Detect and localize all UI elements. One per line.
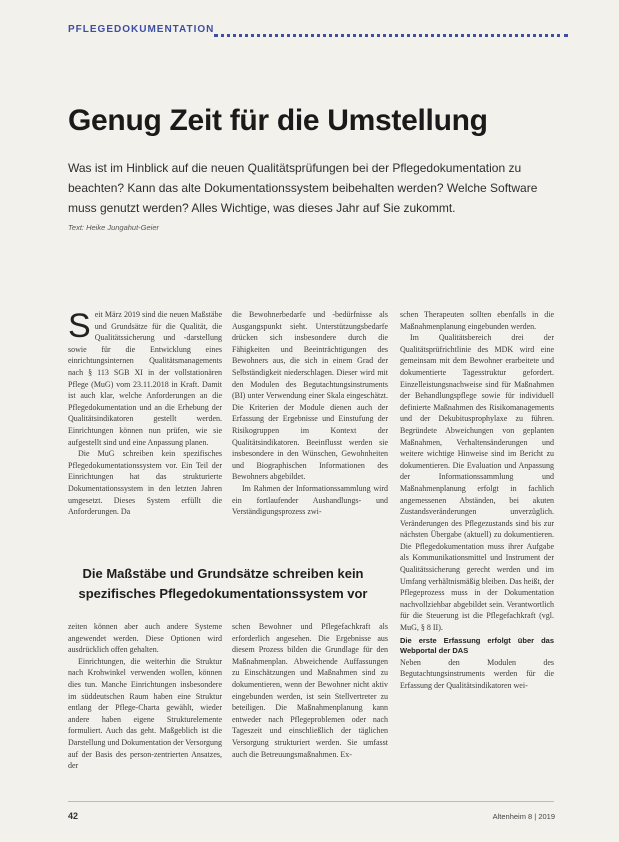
paragraph-text: eit März 2019 sind die neuen Maßstäbe und Grundsätze für die Qualität, die Qualitätssicherung und -darstellung sowie für die Entwicklung eines einrichtungsinternen Qualitätsmanagements nach § 113 SGB XI in der vollstationären Pflege (MuG) vom 23.11.2018 in Kraft. Damit ist auch klar, welche Anforderungen an die Pflegedokumentation und an die Erhebung der Qualitätsindikatoren gestellt werden. Einrichtungen können nun prüfen, wie sie aufgestellt sind und eine Anpassung planen. xyxy=(68,310,222,447)
section-label: PFLEGEDOKUMENTATION xyxy=(68,24,215,35)
paragraph: schen Bewohner und Pflegefachkraft als erforderlich angesehen. Die Ergebnisse aus diesem Prozess bilden die Grundlage für den Maßnahmenplan. Abweichende Auffassungen zu Einschätzungen und Maßnahmen sind zu dokumentieren, wenn der Bewohner nicht aktiv eingebunden werden, ist sein Stellvertreter zu beteiligen. Die Maßnahmenplanung kann entweder nach Pflegeproblemen oder nach Tageszeit und einschließlich der täglichen Versorgung strukturiert werden. Sie umfasst auch die Betreuungsmaßnahmen. Ex- xyxy=(232,622,388,759)
article-author: Text: Heike Jungahut-Geier xyxy=(68,223,160,232)
article-lead: Was ist im Hinblick auf die neuen Qualitätsprüfungen bei der Pflegedokumentation zu beachten? Kann das alte Dokumentationssystem beibehalten werden? Welche Software muss genutzt werden? Alles Wichtige, was dieses Jahr auf Sie zukommt. xyxy=(68,161,538,215)
paragraph: Einrichtungen, die weiterhin die Struktur nach Krohwinkel verwenden wollen, können dies tun. Manche Einrichtungen insbesondere im süddeutschen Raum haben eine Struktur entlang der Pflege-Charta gewählt, wieder andere haben eigene Strukturelemente formuliert. Auch das geht. Maßgeblich ist die Darstellung und Dokumentation der Versorgung auf der Basis des person-zentrierten Ansatzes, der xyxy=(68,656,222,771)
column-3 xyxy=(400,309,554,691)
drop-cap: S xyxy=(68,307,91,345)
page-number: 42 xyxy=(68,811,79,821)
section-header xyxy=(68,24,568,38)
column-2-top xyxy=(232,309,388,518)
footer-rule xyxy=(68,801,554,802)
paragraph: Im Rahmen der Informationssammlung wird ein fortlaufender Aushandlungs- und Verständigungsprozess zwi- xyxy=(232,483,388,517)
paragraph: schen Therapeuten sollten ebenfalls in die Maßnahmenplanung eingebunden werden. xyxy=(400,310,554,331)
column-2-bottom xyxy=(232,621,388,760)
paragraph: die Bewohnerbedarfe und -bedürfnisse als Ausgangspunkt sieht. Unterstützungsbedarfe drücken sich insbesondere durch die Fähigkeiten und Beeinträchtigungen des Bewohners aus, die sich in einem Grad der Selbständigkeit niederschlagen. Dieser wird mit den Modulen des Begutachtungsinstruments (BI) unter Verwendung einer Skala eingeschätzt. Die Kriterien der Module dienen auch der Erfassung der Ergebnisse und Einstufung der Risikogruppen im Kontext der Qualitätsindikatoren. Beeinflusst werden sie insbesondere in den Wünschen, Gewohnheiten und Biographischen Informationen des Bewohners abgebildet. xyxy=(232,310,388,482)
magazine-issue: Altenheim 8 | 2019 xyxy=(492,812,555,821)
article-title: Genug Zeit für die Umstellung xyxy=(68,104,488,137)
column-1-bottom xyxy=(68,621,222,772)
subheading: Die erste Erfassung erfolgt über das Webportal der DAS xyxy=(400,635,554,655)
paragraph: zeiten können aber auch andere Systeme angewendet werden. Diese Optionen wird ausdrücklich offen gehalten. xyxy=(68,622,222,655)
paragraph: Neben den Modulen des Begutachtungsinstruments werden für die Erfassung der Qualitätsindikatoren wei- xyxy=(400,657,554,690)
column-1-top xyxy=(68,309,222,518)
section-dotted-rule xyxy=(214,34,568,37)
paragraph: Die MuG schreiben kein spezifisches Pflegedokumentationssystem vor. Ein Teil der Einrichtungen hat das strukturierte Dokumentationssystem in den letzten Jahren umgesetzt. Dieses System erfüllt die Anforderungen. Da xyxy=(68,449,222,517)
paragraph: Im Qualitätsbereich drei der Qualitätsprüfrichtlinie des MDK wird eine gemeinsam mit dem Bewohner erarbeitete und dokumentierte Tagesstruktur gefordert. Einzelleistungsnachweise sind für Maßnahmen der Behandlungspflege sowie für individuell definierte Maßnahmen des Risikomanagements und der Dekubitusprophylaxe zu führen. Begründete Abweichungen von geplanten Maßnahmen, Verhaltensänderungen und weitere wichtige Hinweise sind im Bericht zu dokumentieren. Die Evaluation und Anpassung der Informationssammlung und Maßnahmenplanung erfolgt in fachlich angemessenen Abständen, bei akuten Zustandsveränderungen unverzüglich. Veränderungen des Pflegezustands sind bis zur nächsten Übergabe (aktuell) zu dokumentieren. Die Pflegedokumentation muss ihrer Aufgabe als Kommunikationsmittel und Instrument der Qualitätssicherung gerecht werden und im Umfang verhältnismäßig bleiben. Das heißt, der Pflegeprozess muss in der Dokumentation nachvollziehbar abgebildet sein. Verantwortlich für die Steuerung ist die Pflegefachkraft (vgl. MuG, § 8 II). xyxy=(400,333,554,633)
pull-quote: Die Maßstäbe und Grundsätze schreiben kein spezifisches Pflegedokumentationssystem vor xyxy=(78,566,368,601)
paragraph xyxy=(68,309,222,448)
